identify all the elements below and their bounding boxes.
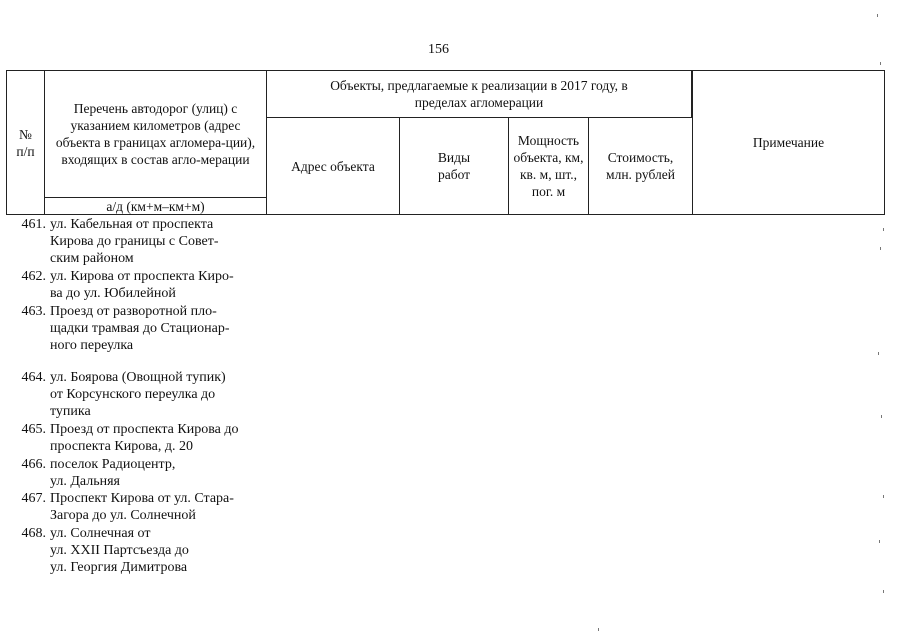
- header-col-roads-sub-label: а/д (км+м–км+м): [106, 198, 205, 214]
- header-group-objects-label: Объекты, предлагаемые к реализации в 2017 году, в пределах агломерации: [330, 78, 628, 110]
- row-number: 462.: [21, 269, 46, 284]
- row-number: 468.: [21, 526, 46, 541]
- header-col-capacity-label: Мощность объекта, км, кв. м, шт., пог. м: [513, 133, 584, 199]
- row-road: Проспект Кирова от ул. Стара- Загора до ул. Солнечной: [50, 491, 234, 523]
- row-road: ул. Кирова от проспекта Киро- ва до ул. Юбилейной: [50, 269, 234, 301]
- row-number: 467.: [21, 491, 46, 506]
- header-col-address-label: Адрес объекта: [291, 158, 375, 174]
- row-road: ул. Солнечная от ул. XXII Партсъезда до ул. Георгия Димитрова: [50, 526, 189, 575]
- row-road: ул. Кабельная от проспекта Кирова до границы с Совет- ским районом: [50, 217, 219, 266]
- header-col-address: [266, 117, 400, 215]
- row-number: 463.: [21, 304, 46, 319]
- header-group-objects: [266, 70, 692, 118]
- header-col-roads-label: Перечень автодорог (улиц) с указанием километров (адрес объекта в границах агломера-ции), входящих в состав агло-мерации: [55, 101, 256, 167]
- row-number: 465.: [21, 422, 46, 437]
- header-col-number: [6, 70, 45, 215]
- row-number: 461.: [21, 217, 46, 232]
- row-number: 466.: [21, 457, 46, 472]
- row-road: Проезд от проспекта Кирова до проспекта Кирова, д. 20: [50, 422, 239, 454]
- page-number: 156: [428, 42, 449, 57]
- header-col-cost-label: Стоимость, млн. рублей: [606, 150, 675, 182]
- header-col-works: [399, 117, 509, 215]
- row-number: 464.: [21, 370, 46, 385]
- row-road: поселок Радиоцентр, ул. Дальняя: [50, 457, 176, 489]
- row-road: ул. Боярова (Овощной тупик) от Корсунского переулка до тупика: [50, 370, 226, 419]
- header-col-capacity: [508, 117, 589, 215]
- header-col-note-label: Примечание: [752, 135, 825, 150]
- row-road: Проезд от разворотной пло- щадки трамвая до Стационар- ного переулка: [50, 304, 230, 353]
- header-col-note: [692, 70, 885, 215]
- header-col-works-label: Виды работ: [437, 150, 471, 182]
- header-col-cost: [588, 117, 693, 215]
- header-col-roads: [44, 70, 267, 198]
- header-col-roads-sub: [44, 197, 267, 215]
- header-col-number-label: № п/п: [16, 126, 35, 159]
